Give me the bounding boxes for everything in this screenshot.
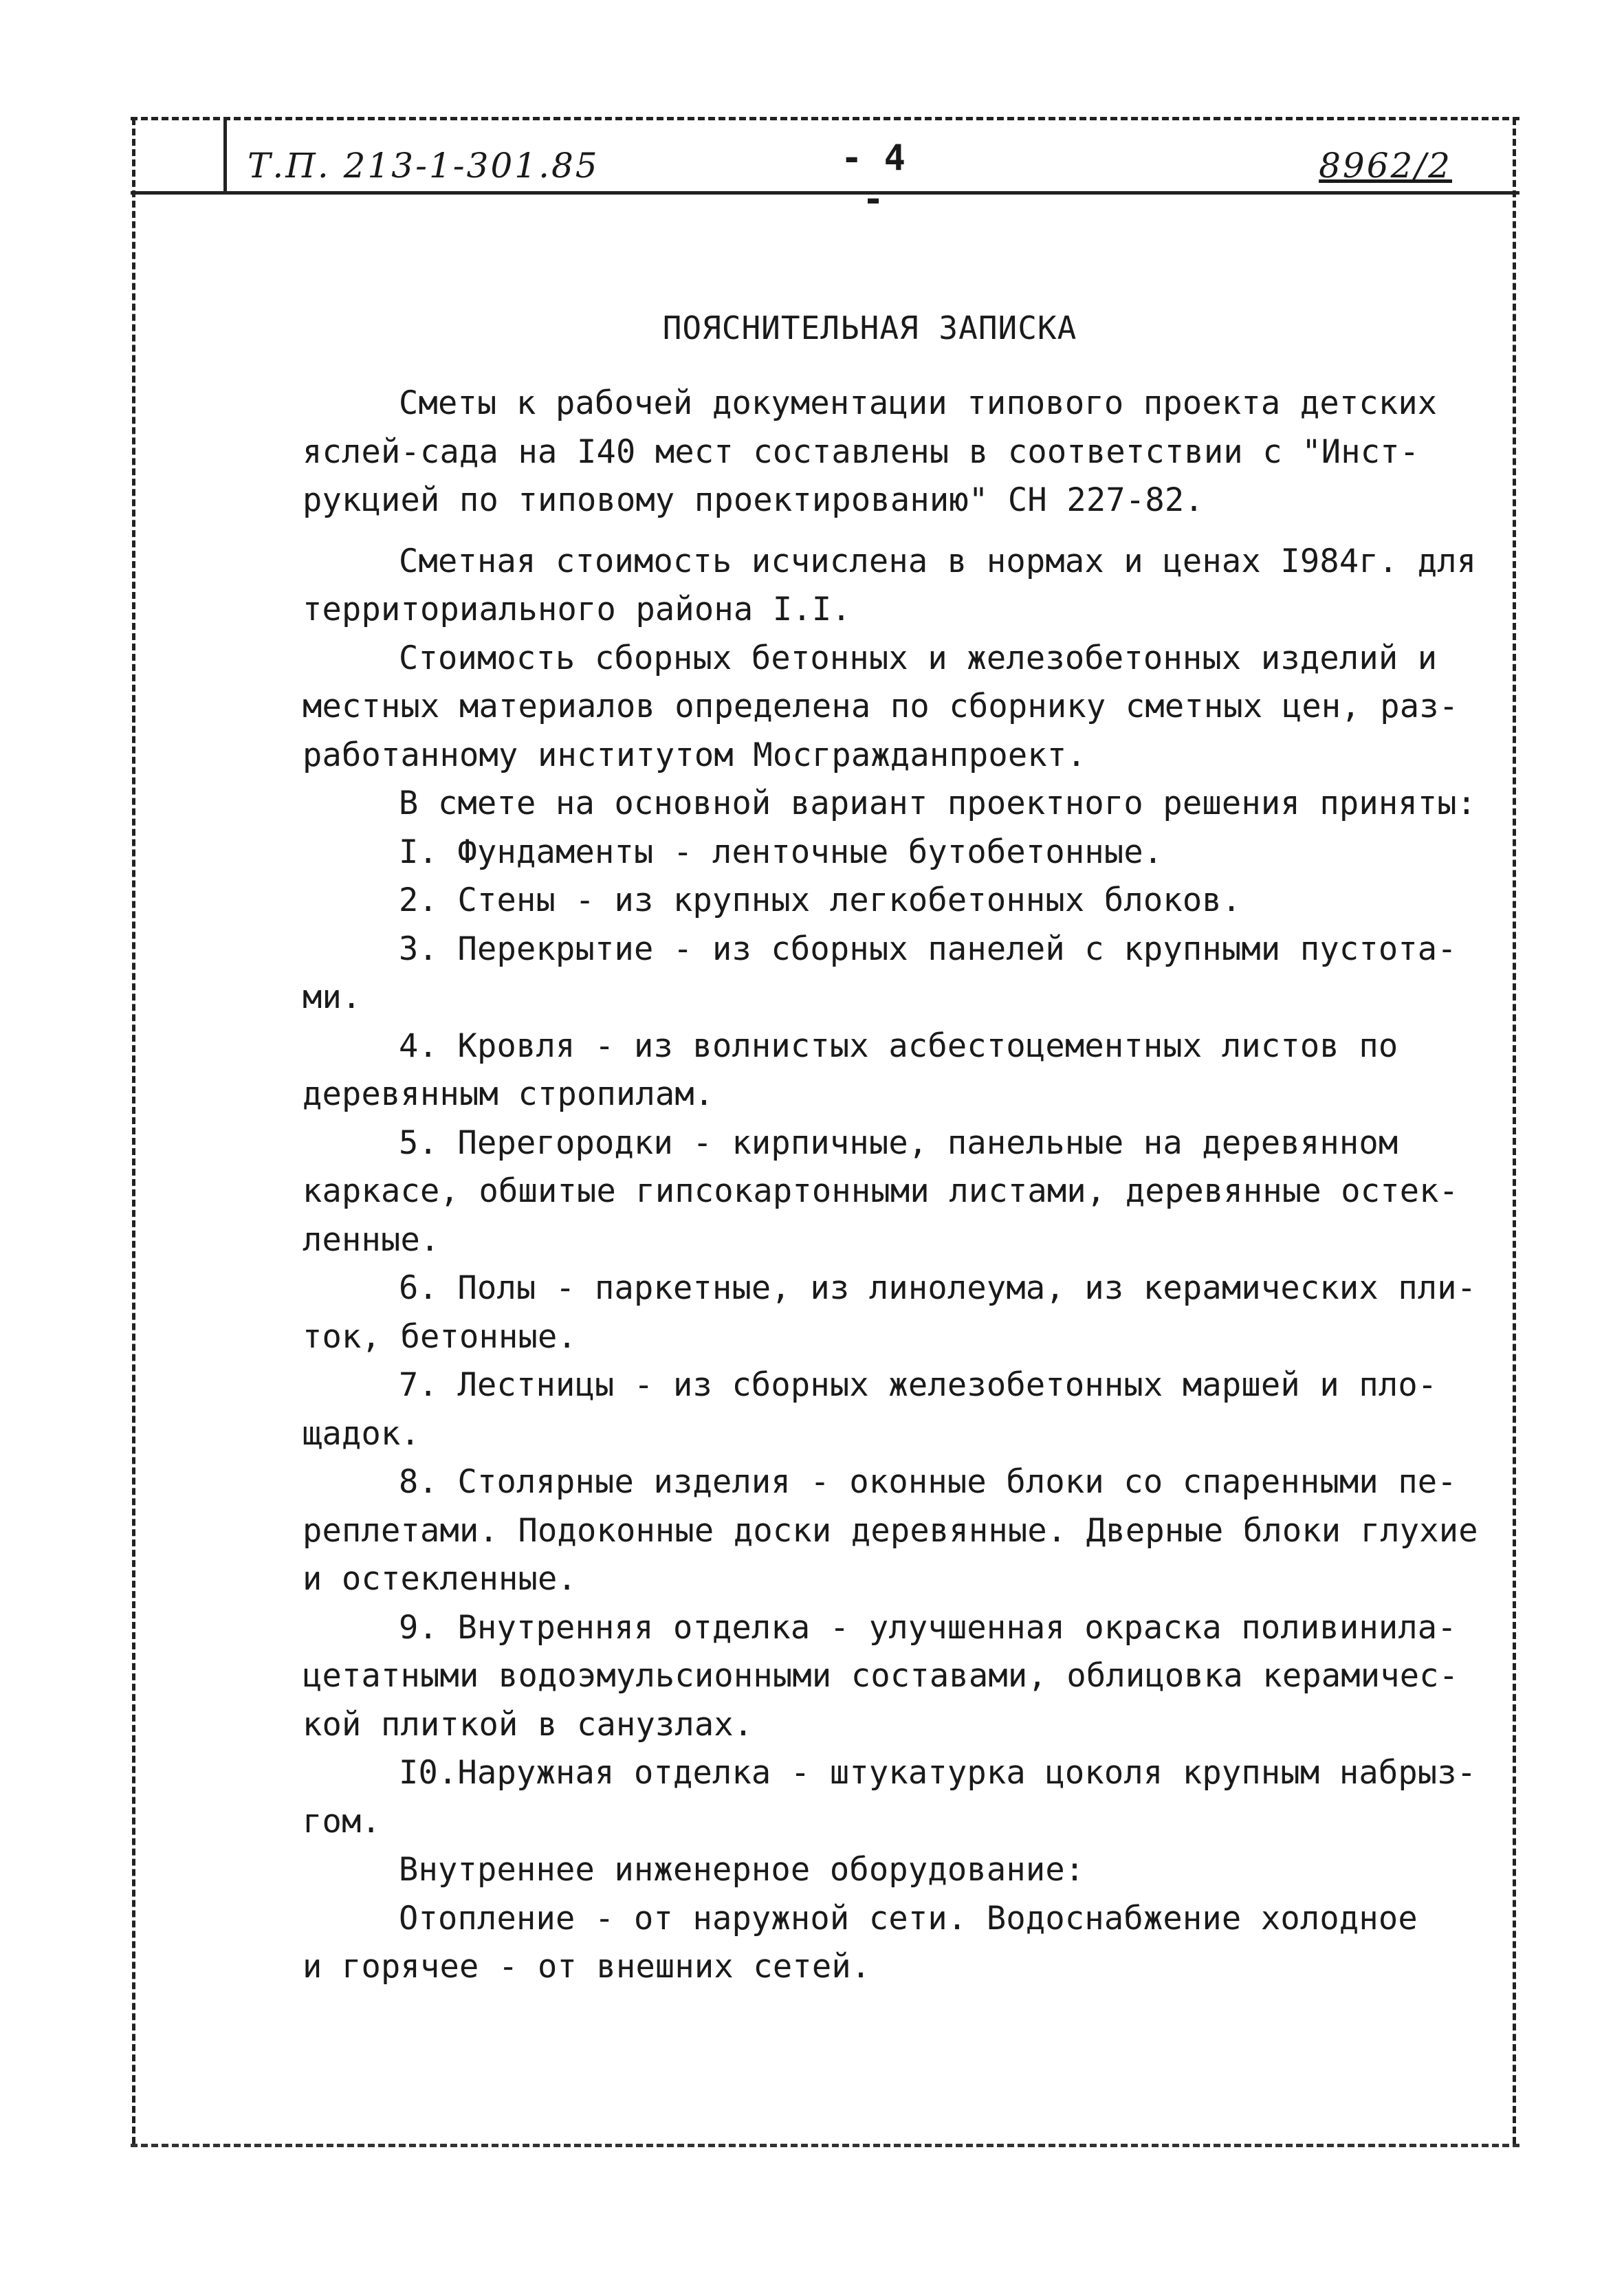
text-line: яслей-сада на I40 мест составлены в соответствии с "Инст- [303,432,1420,471]
text-line: ленные. [303,1220,440,1259]
header-page-number: - 4 - [841,138,906,220]
frame-top-line [131,117,1519,120]
frame-right-line [1513,118,1516,2144]
text-line: I0.Наружная отделка - штукатурка цоколя крупным набрыз- [399,1754,1477,1792]
text-line: кой плиткой в санузлах. [303,1705,754,1744]
header-doc-code: Т.П. 213-1-301.85 [248,146,600,186]
text-line: реплетами. Подоконные доски деревянные. Дверные блоки глухие [303,1511,1478,1550]
header-sheet-code: 8962/2 [1319,146,1452,186]
frame-header-left-divider [223,118,227,193]
text-line: деревянным стропилам. [303,1075,714,1113]
text-line: 6. Полы - паркетные, из линолеума, из керамических пли- [399,1269,1477,1307]
text-line: 3. Перекрытие - из сборных панелей с крупными пустота- [399,930,1457,968]
text-line: местных материалов определена по сборнику сметных цен, раз- [303,688,1459,725]
text-line: Сметы к рабочей документации типового проекта детских [399,384,1438,422]
text-line: 8. Столярные изделия - оконные блоки со спаренными пе- [399,1463,1457,1501]
text-line: Стоимость сборных бетонных и железобетонных изделий и [399,639,1438,677]
text-line: каркасе, обшитые гипсокартонными листами, деревянные остек- [303,1172,1459,1210]
text-line: Внутреннее инженерное оборудование: [399,1851,1085,1889]
text-line: ток, бетонные. [303,1317,577,1356]
text-line: ми. [303,978,362,1016]
text-line: цетатными водоэмульсионными составами, облицовка керамичес- [303,1657,1459,1695]
text-line: Отопление - от наружной сети. Водоснабжение холодное [399,1899,1418,1937]
text-line: 5. Перегородки - кирпичные, панельные на деревянном [399,1123,1398,1162]
text-line: 7. Лестницы - из сборных железобетонных маршей и пло- [399,1366,1438,1404]
text-line: рукцией по типовому проектированию" СН 227-82. [303,481,1204,519]
text-line: Сметная стоимость исчислена в нормах и ценах I984г. для [399,542,1477,580]
text-line: территориального района I.I. [303,591,851,628]
text-line: I. Фундаменты - ленточные бутобетонные. [399,833,1163,871]
text-line: В смете на основной вариант проектного решения приняты: [399,784,1477,822]
text-line: работанному институтом Моcгражданпроект. [303,736,1086,774]
text-line: 9. Внутренняя отделка - улучшенная окраска поливинила- [399,1608,1457,1647]
text-line: и остекленные. [303,1560,577,1598]
text-line: 2. Стены - из крупных легкобетонных блоков. [399,881,1242,919]
text-line: щадок. [303,1414,420,1453]
text-line: гом. [303,1802,381,1841]
text-line: и горячее - от внешних сетей. [303,1948,871,1986]
frame-bottom-line [131,2144,1519,2147]
document-body [303,380,1513,1992]
paragraph-gap [303,525,1513,538]
document-title: ПОЯСНИТЕЛЬНАЯ ЗАПИСКА [662,309,1077,347]
text-line: 4. Кровля - из волнистых асбестоцементных листов по [399,1026,1398,1065]
frame-left-line [132,118,135,2144]
